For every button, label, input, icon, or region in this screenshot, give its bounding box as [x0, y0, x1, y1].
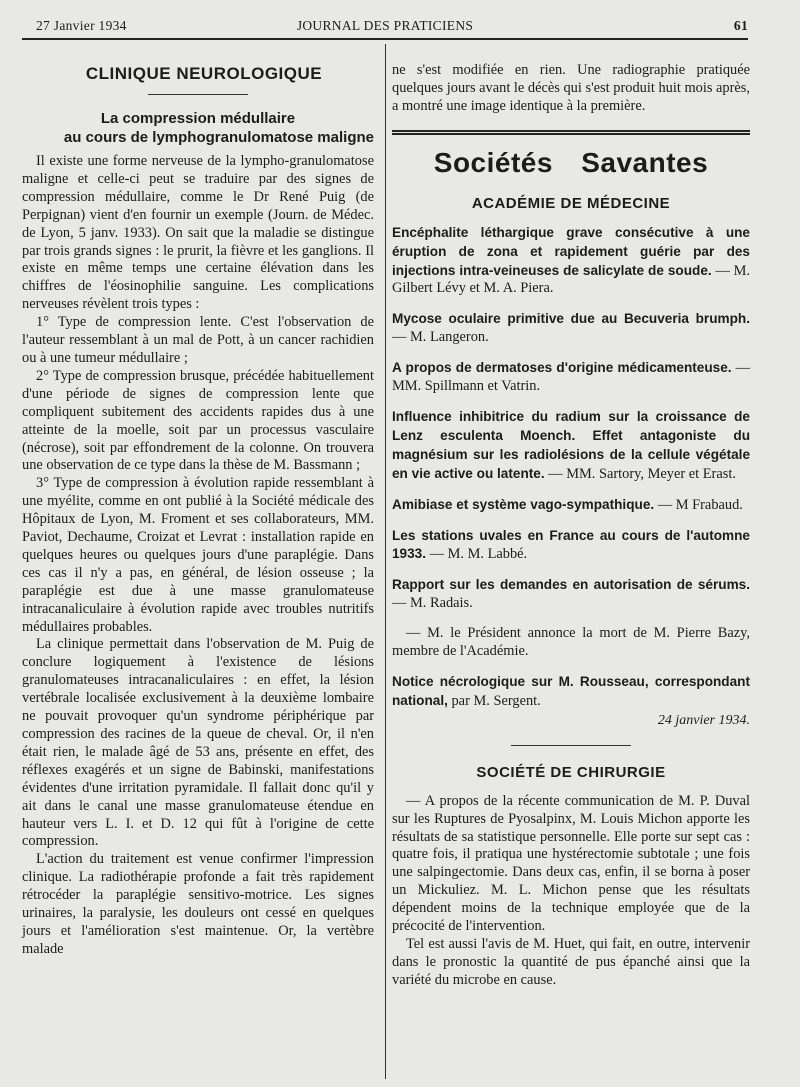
academie-entry	[392, 359, 750, 396]
paragraph: 2° Type de compression brusque, précédée habituellement d'une période de signes de compression lente que compliquent subitement des accidents rapides dus à une atteinte de la moelle, soit par un processus vasculaire (nécrose), soit par effondrement de la colonne. On trouvera une observation de ce type dans la thèse de M. Bassmann ;	[22, 367, 374, 474]
entry-authors: — M. M. Labbé.	[426, 546, 528, 563]
entry-title: Amibiase et système vago-sympathique.	[392, 496, 655, 512]
header-rule	[22, 38, 748, 40]
chirurgie-title: SOCIÉTÉ DE CHIRURGIE	[476, 763, 666, 781]
section-rule	[148, 94, 248, 95]
entry-authors: — M. Gilbert Lévy et M. A. Piera.	[392, 262, 750, 297]
column-divider	[385, 44, 386, 1079]
journal-name: JOURNAL DES PRATICIENS	[296, 18, 474, 33]
header-date: 27 Janvier 1934	[36, 18, 127, 33]
paragraph: Tel est aussi l'avis de M. Huet, qui fait, en outre, intervenir dans le pronostic la quantité de pus épanché ainsi que la variété du microbe en cause.	[392, 936, 750, 988]
paragraph: 1° Type de compression lente. C'est l'observation de l'auteur ressemblant à un mal de Pott, à un cancer rachidien ou à une tumeur médullaire ;	[22, 314, 374, 366]
entry-title: Les stations uvales en France au cours de l'automne 1933.	[392, 527, 750, 562]
president-note-text: — M. le Président annonce la mort de M. Pierre Bazy, membre de l'Académie.	[392, 625, 750, 660]
section-rule	[511, 745, 631, 746]
academie-entry	[392, 576, 750, 613]
page-header	[22, 18, 748, 38]
entry-title: Rapport sur les demandes en autorisation de sérums.	[392, 577, 750, 593]
continuation-paragraph: ne s'est modifiée en rien. Une radiographie pratiquée quelques jours avant le décès qui s'est produit huit mois après, a montré une image identique à la première.	[392, 62, 750, 114]
entry-title: A propos de dermatoses d'origine médicamenteuse.	[392, 360, 732, 376]
entry-authors: — M. Langeron.	[392, 329, 489, 346]
entry-authors: — M. Radais.	[392, 595, 473, 612]
academie-entry	[392, 408, 750, 484]
entry-authors: — MM. Sartory, Meyer et Erast.	[544, 465, 736, 482]
article-title-line2: au cours de lymphogranulomatose maligne	[63, 129, 374, 146]
entry-authors: — MM. Spillmann et Vatrin.	[392, 360, 750, 395]
societes-savantes-title	[392, 147, 750, 179]
session-date: 24 janvier 1934.	[657, 712, 750, 728]
section-title-neurologique: CLINIQUE NEUROLOGIQUE	[85, 64, 323, 83]
president-note	[392, 625, 750, 661]
paragraph: L'action du traitement est venue confirmer l'impression clinique. La radiothérapie profonde a fait très rapidement rétrocéder la paraplégie sensitivo-motrice. Les signes urinaires, la paralysie, les douleurs ont cessé en quelques jours et l'amélioration s'est maintenue. Or, la vertèbre malade	[22, 851, 374, 957]
notice-entry	[392, 673, 750, 729]
paragraph: 3° Type de compression à évolution rapide ressemblant à une myélite, comme en ont publié à la Société médicale des Hôpitaux de Lyon, M. Froment et ses collaborateurs, MM. Paviot, Dechaume, Croizat et Levrat : installation rapide en quelques heures ou quelques jours d'une paraplégie. Dans ces cas il n'y a pas, en général, de lésion osseuse ; la paraplégie est due à une masse granulomateuse intracanaliculaire à évolution rapide avec troubles nutritifs médullaires probables.	[22, 475, 374, 635]
academie-entry	[392, 496, 750, 515]
article-title	[22, 109, 374, 147]
left-column	[22, 44, 374, 959]
paragraph: Il existe une forme nerveuse de la lympho-granulomatose maligne et celle-ci peut se traduire par des signes de compression médullaire, comme le Dr René Puig (de Perpignan) vient d'en fournir un exemple (Journ. de Médec. de Lyon, 5 janv. 1933). On sait que la maladie se distingue par trois grands signes : le prurit, la fièvre et les ganglions. Il existe en même temps une certaine élévation dans les chiffres de l'éosinophilie sanguine. Les complications nerveuses révèlent trois types :	[22, 153, 374, 313]
article-title-line1: La compression médullaire	[100, 110, 296, 127]
academie-title: ACADÉMIE DE MÉDECINE	[471, 194, 671, 212]
entry-authors: — M Frabaud.	[654, 496, 743, 513]
section-double-rule	[392, 130, 750, 135]
academie-entry	[392, 310, 750, 347]
entry-authors: par M. Sergent.	[447, 692, 541, 709]
entry-title: Encéphalite léthargique grave consécutive à une éruption de zona et rapidement guérie par des injections intra-veineuses de salicylate de soude.	[392, 224, 750, 278]
right-column	[392, 44, 750, 990]
entry-title: Mycose oculaire primitive due au Becuveria brumph.	[392, 311, 750, 327]
academie-entry	[392, 527, 750, 565]
paragraph: — A propos de la récente communication de M. P. Duval sur les Ruptures de Pyosalpinx, M. Louis Michon apporte les résultats de sa statistique personnelle. Elle porte sur sept cas : quatre fois, il pratiqua une hystérectomie subtotale ; une fois une salpingectomie. Dans deux cas, enfin, il se borna à poser un Mickuliez. M. L. Michon pense que les résultats dépendent moins de la technique employée que de la précocité de l'intervention.	[392, 792, 750, 935]
paragraph: La clinique permettait dans l'observation de M. Puig de conclure logiquement à l'existence de lésions granulomateuses intracanaliculaires : en effet, la lésion vertébrale localisée exclusivement à la deuxième lombaire ne pouvait provoquer qu'un syndrome périphérique par compression des racines de la queue de cheval. Or, il n'en était rien, le malade âgé de 53 ans, présente en effet, des réflexes exagérés et un signe de Babinski, manifestations évidentes d'une irritation pyramidale. Il fallait donc qu'il y ait dans le canal une masse granulomateuse étendue en hauteur vers L. I. et D. 12 qui fût à l'origine de cette compression.	[22, 636, 374, 850]
societes-word: Sociétés	[433, 146, 553, 178]
savantes-word: Savantes	[581, 146, 709, 178]
academie-entry	[392, 224, 750, 299]
entry-title: Notice nécrologique sur M. Rousseau, correspondant national,	[392, 673, 750, 708]
page-number: 61	[733, 18, 748, 33]
entry-title: Influence inhibitrice du radium sur la croissance de Lenz esculenta Moench. Effet antagoniste du magnésium sur les radiolésions de la cellule végétale en vie active ou latente.	[392, 408, 750, 481]
